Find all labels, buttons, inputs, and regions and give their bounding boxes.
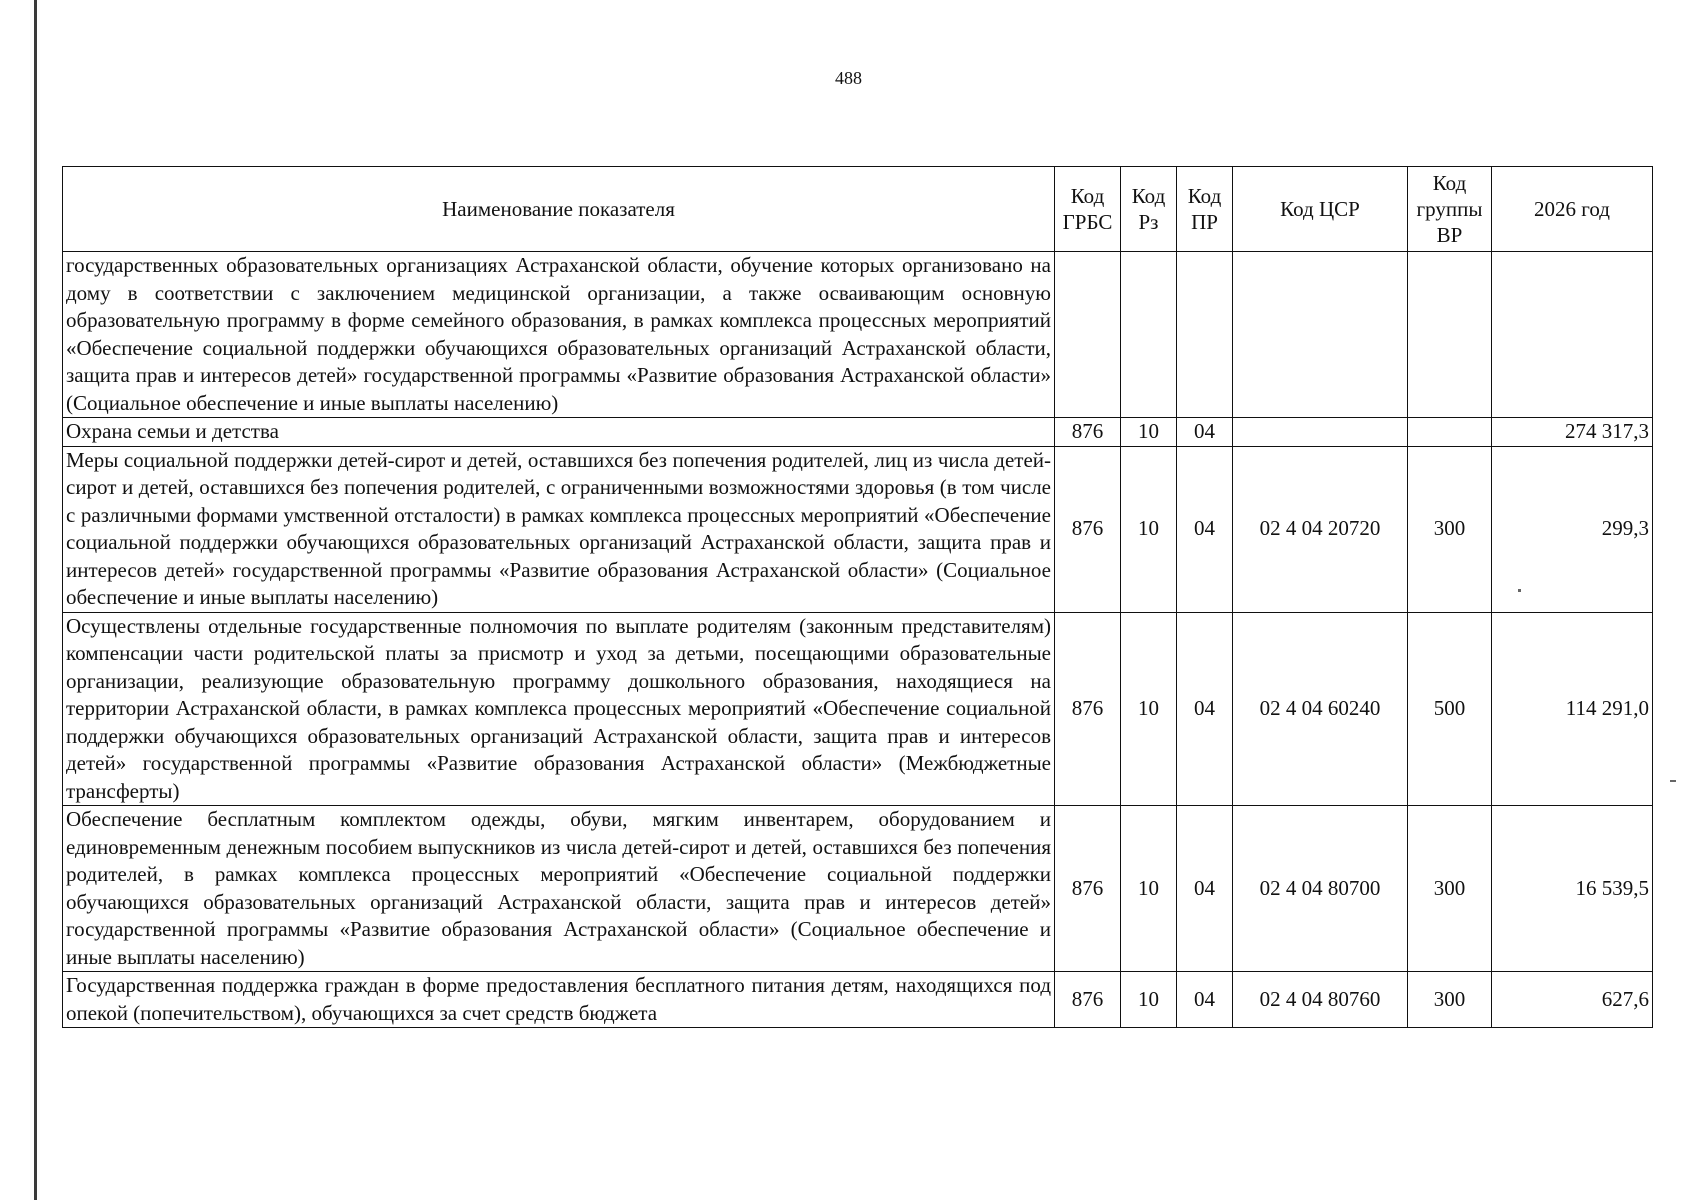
budget-table: [62, 166, 1653, 1028]
header-year: 2026 год: [1492, 167, 1653, 252]
scan-speck: [1518, 589, 1521, 592]
row-name: государственных образовательных организациях Астраханской области, обучение которых организовано на дому в соответствии с заключением медицинской организации, а также осваивающим основную образовательную программу в форме семейного образования, в рамках комплекса процессных мероприятий «Обеспечение социальной поддержки обучающихся образовательных организаций Астраханской области, защита прав и интересов детей» государственной программы «Развитие образования Астраханской области» (Социальное обеспечение и иные выплаты населению): [63, 252, 1055, 418]
row-csr: 02 4 04 20720: [1233, 446, 1408, 612]
row-name: Меры социальной поддержки детей-сирот и детей, оставшихся без попечения родителей, лиц из числа детей-сирот и детей, оставшихся без попечения родителей, с ограниченными возможностями здоровья (в том числе с различными формами умственной отсталости) в рамках комплекса процессных мероприятий «Обеспечение социальной поддержки обучающихся образовательных организаций Астраханской области, защита прав и интересов детей» государственной программы «Развитие образования Астраханской области» (Социальное обеспечение и иные выплаты населению): [63, 446, 1055, 612]
row-csr: 02 4 04 80760: [1233, 972, 1408, 1028]
row-grbs: [1055, 252, 1121, 418]
table-row: [63, 418, 1653, 447]
row-rz: [1121, 252, 1177, 418]
header-name: Наименование показателя: [63, 167, 1055, 252]
scan-speck: [1670, 780, 1676, 782]
row-amount: 627,6: [1492, 972, 1653, 1028]
header-vr: Код группы ВР: [1408, 167, 1492, 252]
row-pr: 04: [1177, 612, 1233, 806]
row-name: Обеспечение бесплатным комплектом одежды, обуви, мягким инвентарем, оборудованием и единовременным денежным пособием выпускников из числа детей-сирот и детей, оставшихся без попечения родителей, в рамках комплекса процессных мероприятий «Обеспечение социальной поддержки обучающихся образовательных организаций Астраханской области, защита прав и интересов детей» государственной программы «Развитие образования Астраханской области» (Социальное обеспечение и иные выплаты населению): [63, 806, 1055, 972]
row-grbs: 876: [1055, 446, 1121, 612]
header-rz: Код Рз: [1121, 167, 1177, 252]
row-pr: 04: [1177, 446, 1233, 612]
table-row: [63, 806, 1653, 972]
row-pr: [1177, 252, 1233, 418]
row-vr: [1408, 418, 1492, 447]
row-name: Государственная поддержка граждан в форме предоставления бесплатного питания детям, находящихся под опекой (попечительством), обучающихся за счет средств бюджета: [63, 972, 1055, 1028]
row-vr: 300: [1408, 972, 1492, 1028]
row-vr: [1408, 252, 1492, 418]
row-grbs: 876: [1055, 418, 1121, 447]
row-amount: 274 317,3: [1492, 418, 1653, 447]
header-grbs: Код ГРБС: [1055, 167, 1121, 252]
row-amount: [1492, 252, 1653, 418]
row-csr: 02 4 04 60240: [1233, 612, 1408, 806]
scan-edge-line: [34, 0, 37, 1200]
row-amount: 114 291,0: [1492, 612, 1653, 806]
row-name: Осуществлены отдельные государственные полномочия по выплате родителям (законным представителям) компенсации части родительской платы за присмотр и уход за детьми, посещающими образовательные организации, реализующие образовательную программу дошкольного образования, находящиеся на территории Астраханской области, в рамках комплекса процессных мероприятий «Обеспечение социальной поддержки обучающихся образовательных организаций Астраханской области, защита прав и интересов детей» государственной программы «Развитие образования Астраханской области» (Межбюджетные трансферты): [63, 612, 1055, 806]
row-name: Охрана семьи и детства: [63, 418, 1055, 447]
row-rz: 10: [1121, 972, 1177, 1028]
header-csr: Код ЦСР: [1233, 167, 1408, 252]
row-rz: 10: [1121, 806, 1177, 972]
row-vr: 300: [1408, 446, 1492, 612]
row-amount: 16 539,5: [1492, 806, 1653, 972]
row-grbs: 876: [1055, 806, 1121, 972]
row-amount: 299,3: [1492, 446, 1653, 612]
row-pr: 04: [1177, 806, 1233, 972]
row-rz: 10: [1121, 446, 1177, 612]
row-csr: [1233, 418, 1408, 447]
table-row: [63, 972, 1653, 1028]
table-header-row: [63, 167, 1653, 252]
row-vr: 500: [1408, 612, 1492, 806]
row-grbs: 876: [1055, 612, 1121, 806]
table-row: [63, 252, 1653, 418]
row-pr: 04: [1177, 418, 1233, 447]
row-rz: 10: [1121, 418, 1177, 447]
row-pr: 04: [1177, 972, 1233, 1028]
row-grbs: 876: [1055, 972, 1121, 1028]
table-row: [63, 446, 1653, 612]
table-row: [63, 612, 1653, 806]
row-vr: 300: [1408, 806, 1492, 972]
header-pr: Код ПР: [1177, 167, 1233, 252]
row-rz: 10: [1121, 612, 1177, 806]
row-csr: 02 4 04 80700: [1233, 806, 1408, 972]
row-csr: [1233, 252, 1408, 418]
page-number: 488: [835, 68, 862, 88]
